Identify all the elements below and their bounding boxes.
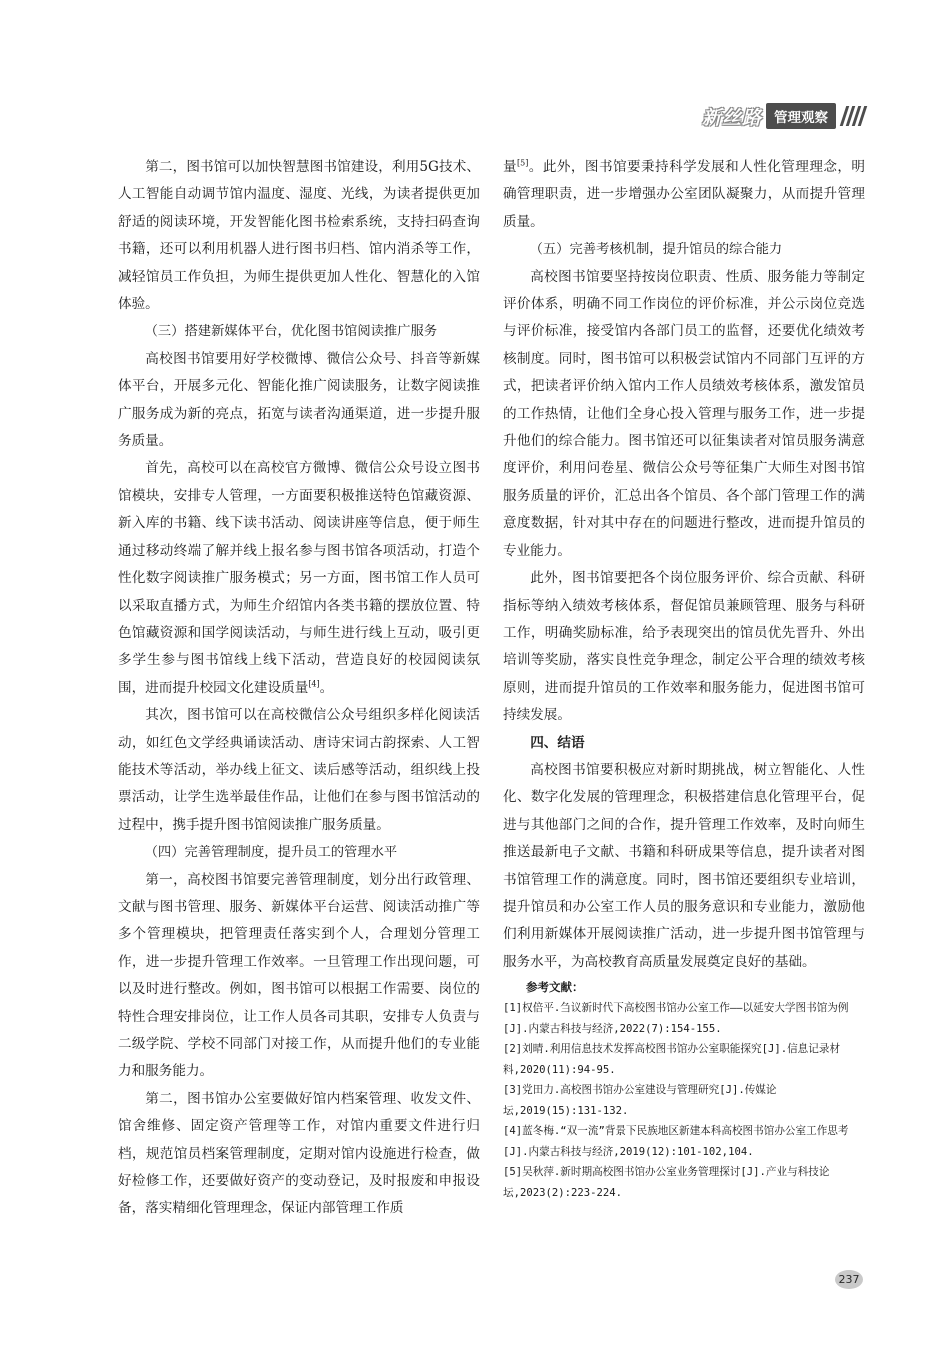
- decorative-stripes: [840, 106, 864, 126]
- paragraph-text: 量: [503, 159, 518, 175]
- subsection-heading: （五）完善考核机制，提升馆员的综合能力: [529, 242, 783, 258]
- paragraph: 其次，图书馆可以在高校微信公众号组织多样化阅读活动，如红色文学经典诵读活动、唐诗宋词古韵探索、人工智能技术等活动，举办线上征文、读后感等活动，组织线上投票活动，让学生选举最佳作品，让他们在参与图书馆活动的过程中，携手提升图书馆阅读推广服务质量。: [118, 707, 480, 833]
- citation-ref: [5]: [517, 158, 529, 168]
- journal-masthead: [702, 104, 864, 128]
- reference-item: [3]党田力.高校图书馆办公室建设与管理研究[J].传媒论坛,2019(15):131-132.: [503, 1084, 777, 1117]
- journal-brand-logo: 新丝路: [701, 106, 762, 129]
- paragraph: [118, 455, 480, 702]
- right-column: [503, 154, 865, 1203]
- reference-item: [5]吴秋萍.新时期高校图书馆办公室业务管理探讨[J].产业与科技论坛,2023(2):223-224.: [503, 1166, 830, 1199]
- paragraph: 第一，高校图书馆要完善管理制度，划分出行政管理、文献与图书管理、服务、新媒体平台运营、阅读活动推广等多个管理模块，把管理责任落实到个人，合理划分管理工作，进一步提升管理工作效率。一旦管理工作出现问题，可以及时进行整改。例如，图书馆可以根据工作需要、岗位的特性合理安排岗位，让工作人员各司其职，安排专人负责与二级学院、学校不同部门对接工作，从而提升他们的专业能力和服务能力。: [118, 871, 480, 1080]
- page-number: 237: [835, 1270, 863, 1289]
- section-tag: 管理观察: [766, 103, 836, 129]
- paragraph: 此外，图书馆要把各个岗位服务评价、综合贡献、科研指标等纳入绩效考核体系，督促馆员兼顾管理、服务与科研工作，明确奖励标准，给予表现突出的馆员优先晋升、外出培训等奖励，落实良性竞争理念，制定公平合理的绩效考核原则，进而提升馆员的工作效率和服务能力，促进图书馆可持续发展。: [503, 570, 865, 724]
- paragraph: 第二，图书馆办公室要做好馆内档案管理、收发文件、馆舍维修、固定资产管理等工作，对馆内重要文件进行归档，规范馆员档案管理制度，定期对馆内设施进行检查，做好检修工作，还要做好资产的变动登记，及时报废和申报设备，落实精细化管理理念，保证内部管理工作质: [118, 1090, 480, 1217]
- paragraph-text-rest: 。此外，图书馆要秉持科学发展和人性化管理理念，明确管理职责，进一步增强办公室团队凝聚力，从而提升管理质量。: [503, 159, 866, 230]
- reference-item: [2]刘晴.利用信息技术发挥高校图书馆办公室职能探究[J].信息记录材料,2020(11):94-95.: [503, 1043, 841, 1076]
- reference-item: [4]蓝冬梅.“双一流”背景下民族地区新建本科高校图书馆办公室工作思考[J].内蒙古科技与经济,2019(12):101-102,104.: [503, 1125, 849, 1158]
- section-heading: 四、结语: [530, 734, 585, 751]
- left-column: [118, 154, 480, 1223]
- reference-item: [1]权倍平.刍议新时代下高校图书馆办公室工作——以延安大学图书馆为例[J].内蒙古科技与经济,2022(7):154-155.: [503, 1002, 849, 1035]
- paragraph: 高校图书馆要用好学校微博、微信公众号、抖音等新媒体平台，开展多元化、智能化推广阅读服务，让数字阅读推广服务成为新的亮点，拓宽与读者沟通渠道，进一步提升服务质量。: [118, 350, 480, 450]
- paragraph-text: 首先，高校可以在高校官方微博、微信公众号设立图书馆模块，安排专人管理，一方面要积极推送特色馆藏资源、新入库的书籍、线下读书活动、阅读讲座等信息，便于师生通过移动终端了解并线上报名参与图书馆各项活动，打造个性化数字阅读推广服务模式；另一方面，图书馆工作人员可以采取直播方式，为师生介绍馆内各类书籍的摆放位置、特色馆藏资源和国学阅读活动，与师生进行线上互动，吸引更多学生参与图书馆线上线下活动，营造良好的校园阅读氛围，进而提升校园文化建设质量: [118, 460, 480, 696]
- references-title: 参考文献：: [526, 980, 584, 995]
- paragraph: [503, 154, 865, 236]
- references-list: [503, 998, 865, 1203]
- paragraph: 高校图书馆要积极应对新时期挑战，树立智能化、人性化、数字化发展的管理理念，积极搭建信息化管理平台，促进与其他部门之间的合作，提升管理工作效率，及时向师生推送最新电子文献、书籍和科研成果等信息，提升读者对图书馆管理工作的满意度。同时，图书馆还要组织专业培训，提升馆员和办公室工作人员的服务意识和专业能力，激励他们利用新媒体开展阅读推广活动，进一步提升图书馆管理与服务水平，为高校教育高质量发展奠定良好的基础。: [503, 761, 865, 970]
- paragraph: 高校图书馆要坚持按岗位职责、性质、服务能力等制定评价体系，明确不同工作岗位的评价标准，并公示岗位竞选与评价标准，接受馆内各部门员工的监督，还要优化绩效考核制度。同时，图书馆可以积极尝试馆内不同部门互评的方式，把读者评价纳入馆内工作人员绩效考核体系，激发馆员的工作热情，让他们全身心投入管理与服务工作，进一步提升他们的综合能力。图书馆还可以征集读者对馆员服务满意度评价，利用问卷星、微信公众号等征集广大师生对图书馆服务质量的评价，汇总出各个馆员、各个部门管理工作的满意度数据，针对其中存在的问题进行整改，进而提升馆员的专业能力。: [503, 268, 865, 559]
- paragraph-text-end: 。: [319, 679, 334, 696]
- citation-ref: [4]: [308, 679, 320, 689]
- subsection-heading: （四）完善管理制度，提升员工的管理水平: [144, 845, 398, 861]
- subsection-heading: （三）搭建新媒体平台，优化图书馆阅读推广服务: [144, 324, 438, 340]
- paragraph: 第二，图书馆可以加快智慧图书馆建设，利用5G技术、人工智能自动调节馆内温度、湿度、光线，为读者提供更加舒适的阅读环境，开发智能化图书检索系统，支持扫码查询书籍，还可以利用机器人进行图书归档、馆内消杀等工作，减轻馆员工作负担，为师生提供更加人性化、智慧化的入馆体验。: [118, 159, 480, 313]
